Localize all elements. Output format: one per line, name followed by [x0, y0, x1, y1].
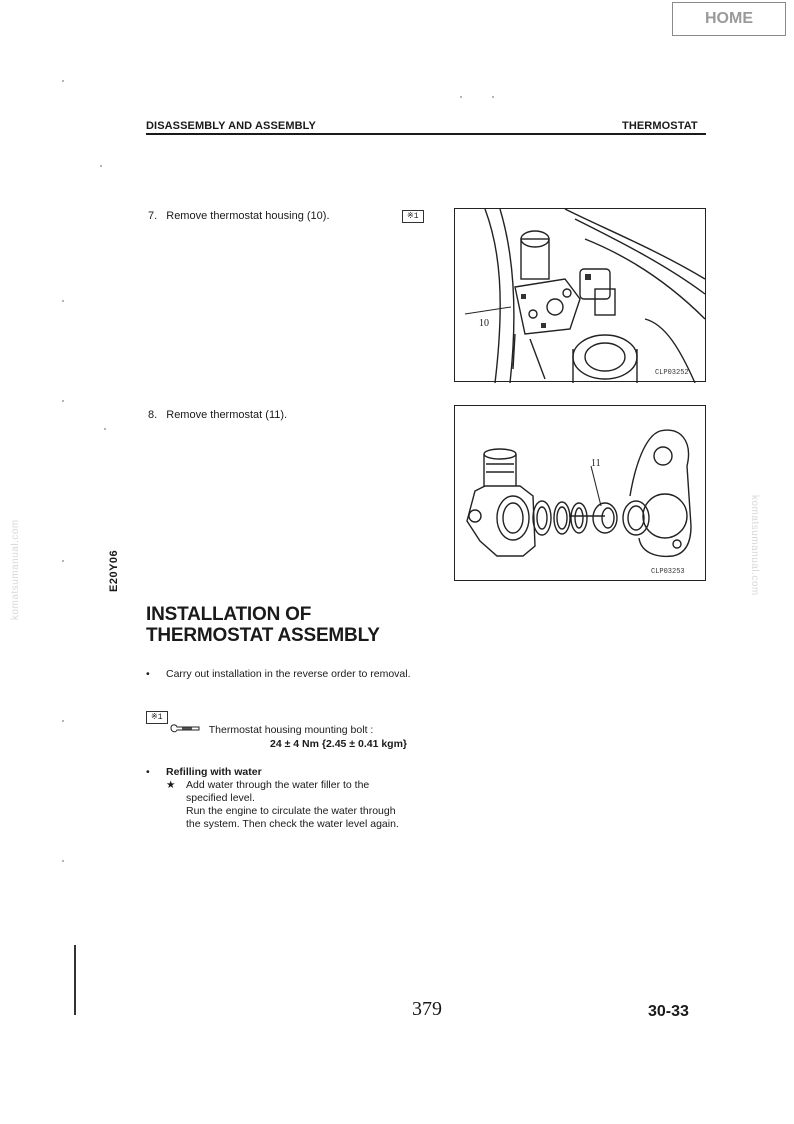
home-button[interactable]: HOME [672, 2, 786, 36]
figure-code: CLP03252 [655, 369, 689, 377]
engine-housing-illustration [455, 209, 707, 383]
scan-edge-mark [74, 945, 76, 1015]
title-line-2: THERMOSTAT ASSEMBLY [146, 625, 380, 646]
scan-speck [100, 165, 102, 167]
step-number: 7. [148, 210, 158, 222]
title-line-1: INSTALLATION OF [146, 604, 312, 625]
torque-spec [170, 723, 440, 737]
refill-line-4: the system. Then check the water level again. [186, 818, 399, 830]
margin-document-id: E20Y06 [108, 549, 120, 592]
header-rule [146, 133, 706, 135]
scan-speck [62, 860, 64, 862]
bullet-text: Carry out installation in the reverse order to removal. [166, 668, 411, 680]
step-number: 8. [148, 409, 158, 421]
reference-tag: ※1 [146, 711, 168, 724]
refill-line-1: Add water through the water filler to the [186, 779, 370, 791]
refill-line-2: specified level. [186, 792, 255, 804]
step-7 [148, 210, 330, 222]
refill-heading: Refilling with water [166, 766, 262, 778]
refill-block [146, 766, 436, 831]
figure-thermostat [454, 405, 706, 581]
figure-thermostat-housing [454, 208, 706, 382]
torque-wrench-icon [170, 723, 200, 737]
installation-title [146, 604, 380, 646]
figure-callout: 10 [479, 318, 489, 329]
section-header-right: THERMOSTAT [622, 120, 698, 132]
installation-bullet [146, 668, 431, 681]
star-marker: ★ [166, 779, 176, 791]
page-number: 379 [412, 998, 442, 1020]
step-8 [148, 409, 287, 421]
torque-label: Thermostat housing mounting bolt : [208, 723, 374, 736]
step-text: Remove thermostat housing (10). [166, 210, 330, 222]
watermark-right: komatsumanual.com [749, 495, 760, 596]
scan-speck [62, 300, 64, 302]
thermostat-exploded-illustration [455, 406, 707, 582]
figure-callout: 11 [591, 458, 601, 469]
step-text: Remove thermostat (11). [166, 409, 288, 421]
page-id: 30-33 [648, 1003, 689, 1020]
refill-line-3: Run the engine to circulate the water through [186, 805, 396, 817]
bullet-dot: • [146, 668, 150, 680]
watermark-left: komatsumanual.com [10, 519, 21, 620]
section-header-left: DISASSEMBLY AND ASSEMBLY [146, 120, 316, 132]
figure-code: CLP03253 [651, 568, 685, 576]
scan-speck [62, 720, 64, 722]
scan-speck [460, 96, 462, 98]
scan-speck [62, 80, 64, 82]
scan-speck [104, 428, 106, 430]
scan-speck [62, 400, 64, 402]
reference-tag: ※1 [402, 210, 424, 223]
scan-speck [492, 96, 494, 98]
bullet-dot: • [146, 766, 150, 778]
torque-value: 24 ± 4 Nm {2.45 ± 0.41 kgm} [270, 738, 408, 750]
scan-speck [62, 560, 64, 562]
